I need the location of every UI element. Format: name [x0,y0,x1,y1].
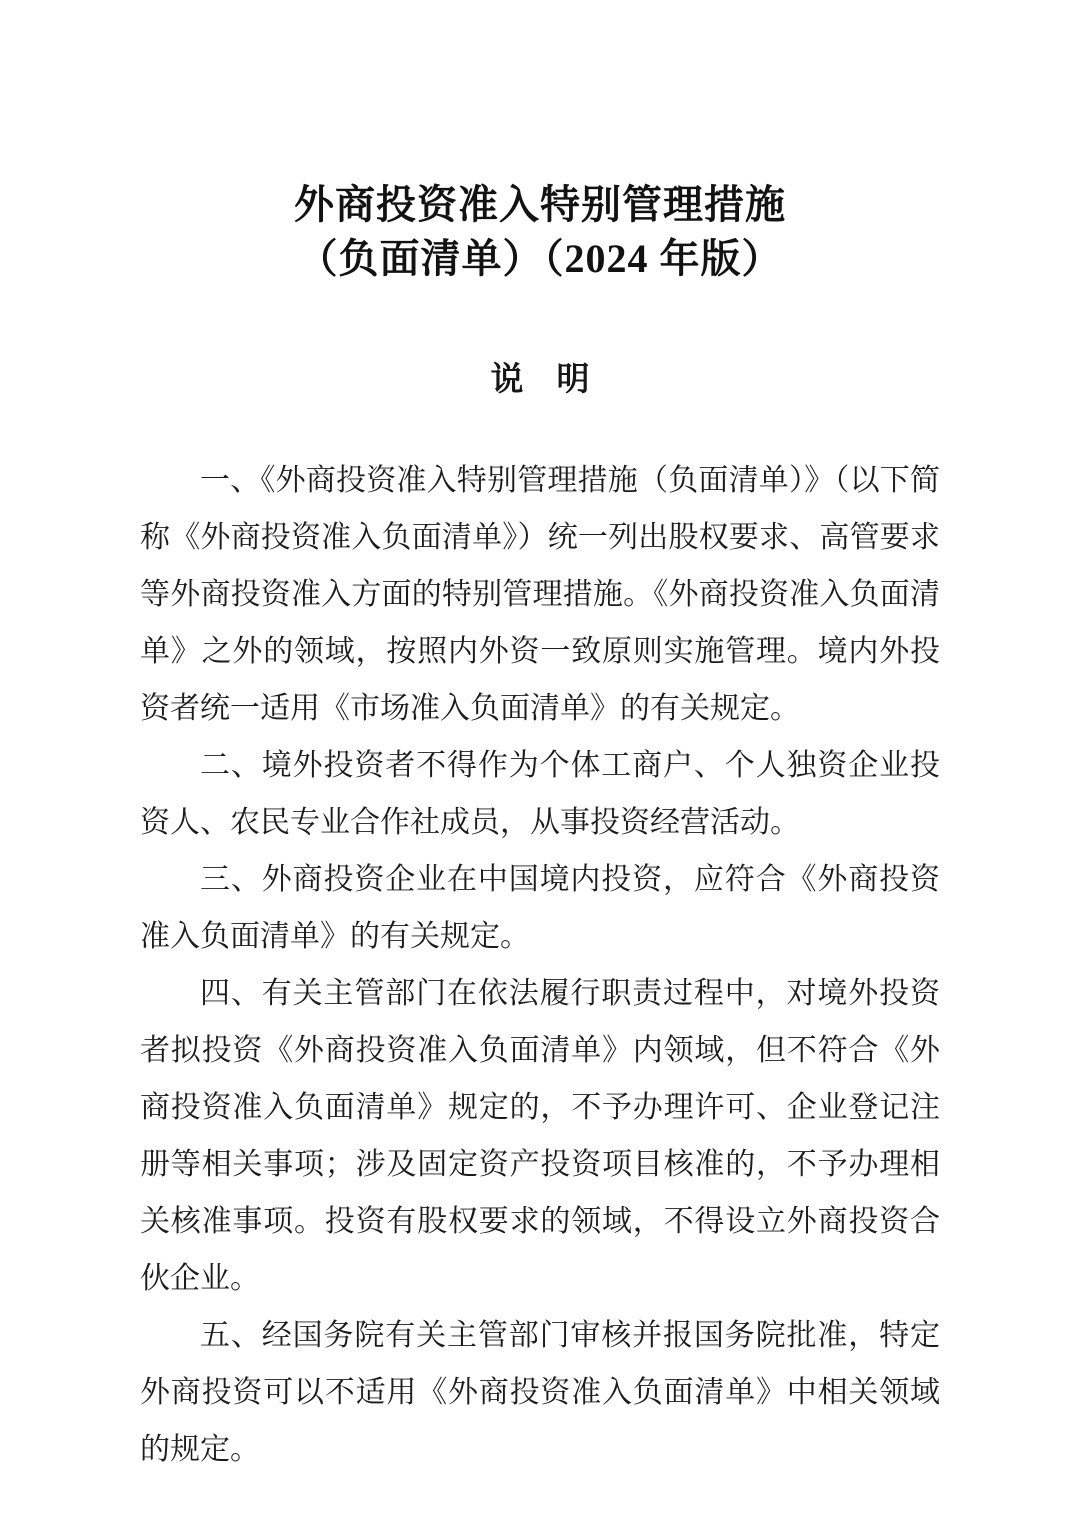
body-paragraph-4: 四、有关主管部门在依法履行职责过程中，对境外投资者拟投资《外商投资准入负面清单》内领域，但不符合《外商投资准入负面清单》规定的，不予办理许可、企业登记注册等相关事项；涉及固定资产投资项目核准的，不予办理相关核准事项。投资有股权要求的领域，不得设立外商投资合伙企业。 [140,977,940,1295]
document-body [140,452,940,1478]
body-paragraph-1: 一、《外商投资准入特别管理措施（负面清单）》（以下简称《外商投资准入负面清单》）统一列出股权要求、高管要求等外商投资准入方面的特别管理措施。《外商投资准入负面清单》之外的领域，按照内外资一致原则实施管理。境内外投资者统一适用《市场准入负面清单》的有关规定。 [140,464,940,725]
document-title-line-1: 外商投资准入特别管理措施 [294,182,786,227]
body-paragraph-3: 三、外商投资企业在中国境内投资，应符合《外商投资准入负面清单》的有关规定。 [140,863,940,953]
section-heading: 说 明 [490,362,590,398]
body-paragraph-2: 二、境外投资者不得作为个体工商户、个人独资企业投资人、农民专业合作社成员，从事投资经营活动。 [140,749,940,839]
body-paragraph-5: 五、经国务院有关主管部门审核并报国务院批准，特定外商投资可以不适用《外商投资准入负面清单》中相关领域的规定。 [140,1319,940,1466]
document-title [140,178,940,286]
document-title-line-2: （负面清单）（2024 年版） [297,236,783,281]
